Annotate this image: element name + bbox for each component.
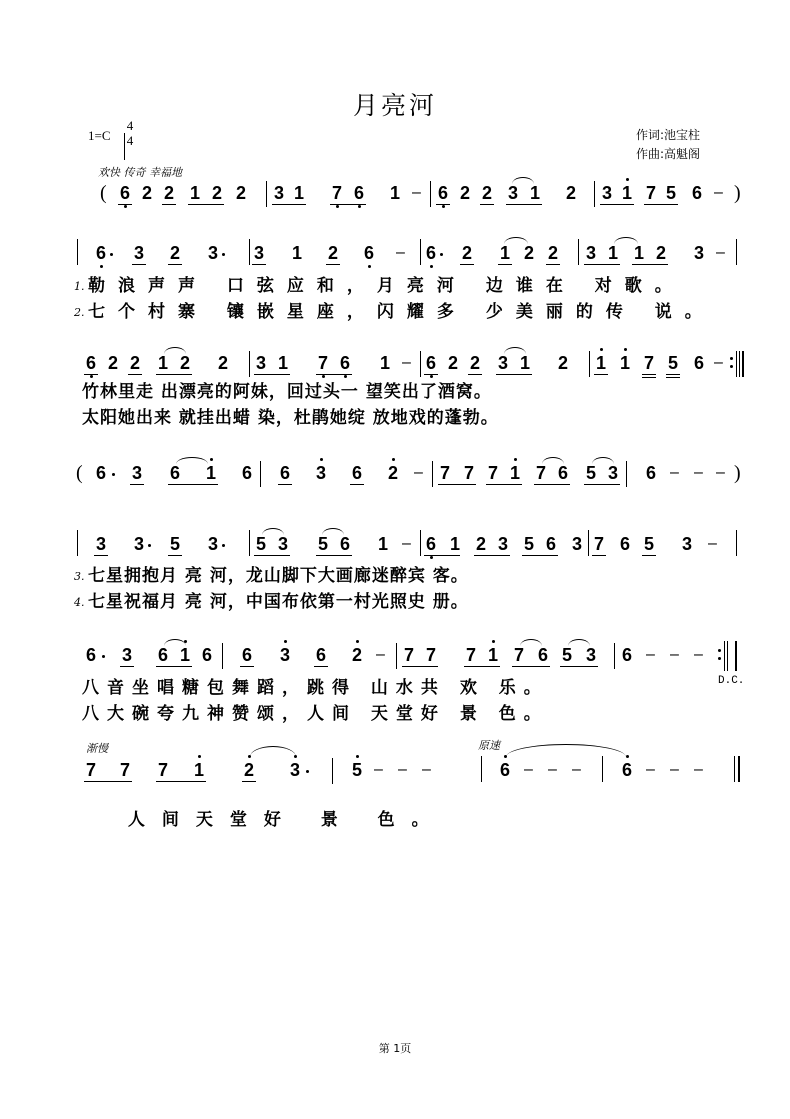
barline [420, 351, 421, 377]
underline [278, 484, 292, 485]
underline [316, 555, 352, 556]
note: 3 [507, 183, 518, 203]
note: 3 [585, 243, 596, 263]
note: 5 [665, 183, 676, 203]
note: 2 [469, 353, 480, 373]
note: 1 [389, 183, 400, 203]
note: 6 [351, 463, 362, 483]
barline [420, 530, 421, 556]
dash: – [716, 464, 725, 481]
note: 7 [487, 463, 498, 483]
note: 2 [129, 353, 140, 373]
note: 6 [557, 463, 568, 483]
staff-line-interlude [0, 463, 790, 503]
note: 3 [497, 534, 508, 554]
note-2-high: 2 [386, 463, 400, 483]
note: 2 [523, 243, 534, 263]
note: 5 [643, 534, 654, 554]
note: 1 [519, 353, 530, 373]
note-2-high: 2 [350, 645, 364, 665]
note: 2 [655, 243, 666, 263]
barline [249, 530, 250, 556]
note: 7 [403, 645, 414, 665]
duration-dot [306, 770, 309, 773]
underline [128, 374, 142, 375]
note: 3 [95, 534, 106, 554]
underline [350, 484, 364, 485]
note: 1 [157, 353, 168, 373]
dash: – [714, 354, 723, 371]
barline [249, 351, 250, 377]
note: 1 [449, 534, 460, 554]
note-1-high: 1 [178, 645, 192, 665]
underline [162, 204, 176, 205]
dash: – [670, 646, 679, 663]
dash: – [374, 761, 383, 778]
note: 6 [693, 353, 704, 373]
note: 3 [585, 645, 596, 665]
dash: – [694, 646, 703, 663]
note: 5 [585, 463, 596, 483]
note: 2 [547, 243, 558, 263]
dash: – [572, 761, 581, 778]
underline [424, 374, 438, 375]
dash: – [548, 761, 557, 778]
note: 3 [601, 183, 612, 203]
note: 3 [207, 534, 218, 554]
note-5-high: 5 [350, 760, 364, 780]
underline [468, 374, 482, 375]
verse-number-4: 4. [74, 596, 85, 609]
barline [736, 239, 737, 265]
lyrics-verse-2: 七个村寨 镶嵌星座，闪耀多 少美丽的传 说。 [88, 302, 715, 322]
note: 6 [537, 645, 548, 665]
note-3-high: 3 [314, 463, 328, 483]
open-paren: ( [76, 462, 83, 484]
underline [464, 666, 500, 667]
note: 6 [201, 645, 212, 665]
final-barline-thick [738, 756, 740, 782]
time-signature [124, 118, 136, 148]
note: 6 [545, 534, 556, 554]
note: 6 [315, 645, 326, 665]
underline [486, 484, 522, 485]
dash: – [414, 464, 423, 481]
note: 5 [169, 534, 180, 554]
underline [168, 484, 218, 485]
note-6-low: 6 [338, 353, 352, 373]
lyrics-coda-text: 人间天堂好 景 色。 [127, 810, 446, 830]
underline [594, 374, 608, 375]
note: 7 [119, 760, 130, 780]
underline [156, 374, 192, 375]
lyrics-verse-a2-2: 太阳她出来 就挂出蜡 染，杜鹃她绽 放地戏的蓬勃。 [82, 408, 499, 428]
note-7-low: 7 [330, 183, 344, 203]
underline [642, 374, 656, 375]
note: 3 [273, 183, 284, 203]
note: 2 [327, 243, 338, 263]
note: 6 [241, 463, 252, 483]
dash: – [524, 761, 533, 778]
underline [254, 555, 290, 556]
note: 6 [169, 463, 180, 483]
duration-dot [148, 544, 151, 547]
dash: – [396, 244, 405, 261]
underline [522, 555, 558, 556]
underline [642, 555, 656, 556]
dash: – [716, 244, 725, 261]
key-signature: 1=C [88, 128, 111, 143]
underline [592, 555, 606, 556]
note: 7 [425, 645, 436, 665]
barline [626, 461, 627, 487]
underline [474, 555, 510, 556]
duration-dot [222, 544, 225, 547]
note: 2 [235, 183, 246, 203]
underline [254, 374, 290, 375]
underline [84, 374, 98, 375]
note: 3 [133, 243, 144, 263]
dash: – [694, 464, 703, 481]
note: 1 [499, 243, 510, 263]
underline [272, 204, 306, 205]
slur [250, 746, 296, 757]
note: 2 [211, 183, 222, 203]
note: 6 [85, 645, 96, 665]
note: 7 [465, 645, 476, 665]
underline [130, 484, 144, 485]
note: 7 [463, 463, 474, 483]
song-title: 月亮河 [352, 91, 437, 120]
note: 6 [95, 463, 106, 483]
note: 6 [619, 534, 630, 554]
note: 7 [439, 463, 450, 483]
barline [77, 239, 78, 265]
note: 2 [557, 353, 568, 373]
close-paren: ) [734, 462, 741, 484]
note: 3 [131, 463, 142, 483]
underline [600, 204, 634, 205]
underline [402, 666, 438, 667]
note: 3 [693, 243, 704, 263]
note-6-high: 6 [498, 760, 512, 780]
time-signature-bottom: 4 [126, 133, 134, 148]
note: 2 [481, 183, 492, 203]
note: 5 [561, 645, 572, 665]
note: 2 [461, 243, 472, 263]
note: 6 [279, 463, 290, 483]
note: 5 [317, 534, 328, 554]
underline [84, 781, 132, 782]
note: 3 [571, 534, 582, 554]
note: 1 [277, 353, 288, 373]
dash: – [402, 535, 411, 552]
barline [736, 530, 737, 556]
note: 1 [607, 243, 618, 263]
note: 2 [179, 353, 190, 373]
note: 6 [691, 183, 702, 203]
underline [156, 781, 206, 782]
underline [560, 666, 598, 667]
note-1-high: 1 [486, 645, 500, 665]
note: 2 [475, 534, 486, 554]
dash: – [694, 761, 703, 778]
note: 1 [633, 243, 644, 263]
duration-dot [440, 253, 443, 256]
barline [266, 181, 267, 207]
underline [666, 374, 680, 375]
underline [168, 555, 182, 556]
lyrics-verse-4: 七星祝福月 亮 河，中国布依第一村光照史 册。 [88, 592, 469, 612]
underline [188, 204, 224, 205]
tempo-marking-intro: 欢快 传奇 幸福地 [98, 166, 182, 179]
tempo-marking-original: 原速 [478, 739, 500, 752]
dash: – [646, 761, 655, 778]
underline [316, 374, 352, 375]
note: 3 [207, 243, 218, 263]
note-6-low: 6 [362, 243, 376, 263]
barline [260, 461, 261, 487]
underline [584, 484, 620, 485]
barline [481, 756, 482, 782]
note-1-high: 1 [204, 463, 218, 483]
note: 3 [121, 645, 132, 665]
note: 6 [241, 645, 252, 665]
lyrics-coda [82, 790, 446, 830]
dash: – [402, 354, 411, 371]
note: 7 [157, 760, 168, 780]
note-1-high: 1 [618, 353, 632, 373]
note-2-high: 2 [242, 760, 256, 780]
dash: – [708, 535, 717, 552]
note-1-high: 1 [192, 760, 206, 780]
barline [594, 181, 595, 207]
note: 3 [255, 353, 266, 373]
underline [424, 555, 460, 556]
dash: – [670, 464, 679, 481]
note-7-low: 7 [316, 353, 330, 373]
note: 2 [217, 353, 228, 373]
underline-double [666, 377, 680, 378]
note: 3 [607, 463, 618, 483]
underline [496, 374, 532, 375]
barline [432, 461, 433, 487]
note-1-high: 1 [508, 463, 522, 483]
underline [438, 484, 476, 485]
note-1-high: 1 [594, 353, 608, 373]
underline [460, 264, 474, 265]
underline [132, 264, 146, 265]
note: 2 [459, 183, 470, 203]
note: 5 [667, 353, 678, 373]
note: 7 [85, 760, 96, 780]
duration-dot [112, 473, 115, 476]
note: 3 [497, 353, 508, 373]
note: 7 [643, 353, 654, 373]
underline [118, 204, 132, 205]
barline [222, 643, 223, 669]
underline [436, 204, 450, 205]
barline [588, 530, 589, 556]
note: 3 [253, 243, 264, 263]
barline [420, 239, 421, 265]
note: 2 [107, 353, 118, 373]
note: 2 [447, 353, 458, 373]
note: 1 [291, 243, 302, 263]
dash: – [714, 184, 723, 201]
page-number: 第 1页 [378, 1042, 412, 1055]
underline [534, 484, 570, 485]
note: 5 [523, 534, 534, 554]
underline [252, 264, 266, 265]
underline [632, 264, 668, 265]
note: 1 [529, 183, 540, 203]
time-signature-top: 4 [126, 118, 134, 133]
staff-line-intro [0, 183, 790, 223]
tie [506, 744, 626, 757]
da-capo-marking: D.C. [718, 675, 745, 687]
open-paren: ( [100, 182, 107, 204]
note: 7 [593, 534, 604, 554]
note: 6 [339, 534, 350, 554]
dash: – [398, 761, 407, 778]
note: 3 [133, 534, 144, 554]
note: 6 [157, 645, 168, 665]
note-6-low: 6 [118, 183, 132, 203]
underline [506, 204, 542, 205]
underline [480, 204, 494, 205]
note: 7 [513, 645, 524, 665]
duration-dot [110, 253, 113, 256]
barline [589, 351, 590, 377]
underline [512, 666, 550, 667]
close-paren: ) [734, 182, 741, 204]
note: 3 [277, 534, 288, 554]
underline-double [642, 377, 656, 378]
note-6-low: 6 [436, 183, 450, 203]
verse-number-1: 1. [74, 280, 85, 293]
barline [396, 643, 397, 669]
note: 2 [169, 243, 180, 263]
dash: – [422, 761, 431, 778]
note: 2 [141, 183, 152, 203]
final-barline-thin [734, 756, 735, 782]
underline [242, 781, 256, 782]
dash: – [646, 646, 655, 663]
note-6-low: 6 [84, 353, 98, 373]
note: 1 [377, 534, 388, 554]
underline [240, 666, 254, 667]
note-1-high: 1 [620, 183, 634, 203]
underline [314, 666, 328, 667]
lyricist-credit: 作词:池宝柱 [636, 128, 701, 142]
note: 6 [621, 645, 632, 665]
underline [498, 264, 512, 265]
duration-dot [102, 655, 105, 658]
barline [430, 181, 431, 207]
note: 6 [645, 463, 656, 483]
underline [94, 555, 108, 556]
note-6-low: 6 [424, 243, 438, 263]
note: 1 [189, 183, 200, 203]
barline [578, 239, 579, 265]
verse-number-3: 3. [74, 570, 85, 583]
note: 7 [645, 183, 656, 203]
barline [614, 643, 615, 669]
note-3-high: 3 [288, 760, 302, 780]
lyrics-verse-a2-1: 竹林里走 出漂亮的阿妹，回过头一 望笑出了酒窝。 [82, 382, 492, 402]
duration-dot [222, 253, 225, 256]
note: 2 [163, 183, 174, 203]
note: 3 [681, 534, 692, 554]
note: 2 [565, 183, 576, 203]
verse-number-2: 2. [74, 306, 85, 319]
underline [156, 666, 192, 667]
note-6-low: 6 [424, 534, 438, 554]
lyrics-verse-b2-2: 八大碗夸九神赞颂，人间 天堂好 景 色。 [82, 704, 549, 724]
underline [168, 264, 182, 265]
composer-credit: 作曲:高魁阁 [636, 147, 701, 161]
barline [332, 758, 333, 784]
lyrics-verse-1: 勒浪声声 口弦应和，月亮河 边谁在 对歌。 [88, 276, 685, 296]
note: 1 [379, 353, 390, 373]
barline [77, 530, 78, 556]
lyrics-verse-3: 七星拥抱月 亮 河，龙山脚下大画廊迷醉宾 客。 [88, 566, 469, 586]
note-6-high: 6 [620, 760, 634, 780]
tempo-marking-slowing: 渐慢 [86, 742, 108, 755]
underline [584, 264, 620, 265]
dash: – [376, 646, 385, 663]
time-signature-line [124, 133, 125, 160]
note: 1 [293, 183, 304, 203]
underline [330, 204, 366, 205]
dash: – [412, 184, 421, 201]
note-3-high: 3 [278, 645, 292, 665]
note-6-low: 6 [352, 183, 366, 203]
underline [644, 204, 678, 205]
note: 7 [535, 463, 546, 483]
underline [546, 264, 560, 265]
underline [326, 264, 340, 265]
lyrics-verse-b2-1: 八音坐唱糖包舞蹈，跳得 山水共 欢 乐。 [82, 678, 549, 698]
barline [602, 756, 603, 782]
note-6-low: 6 [94, 243, 108, 263]
note: 5 [255, 534, 266, 554]
underline [120, 666, 134, 667]
barline [249, 239, 250, 265]
note-6-low: 6 [424, 353, 438, 373]
dash: – [670, 761, 679, 778]
